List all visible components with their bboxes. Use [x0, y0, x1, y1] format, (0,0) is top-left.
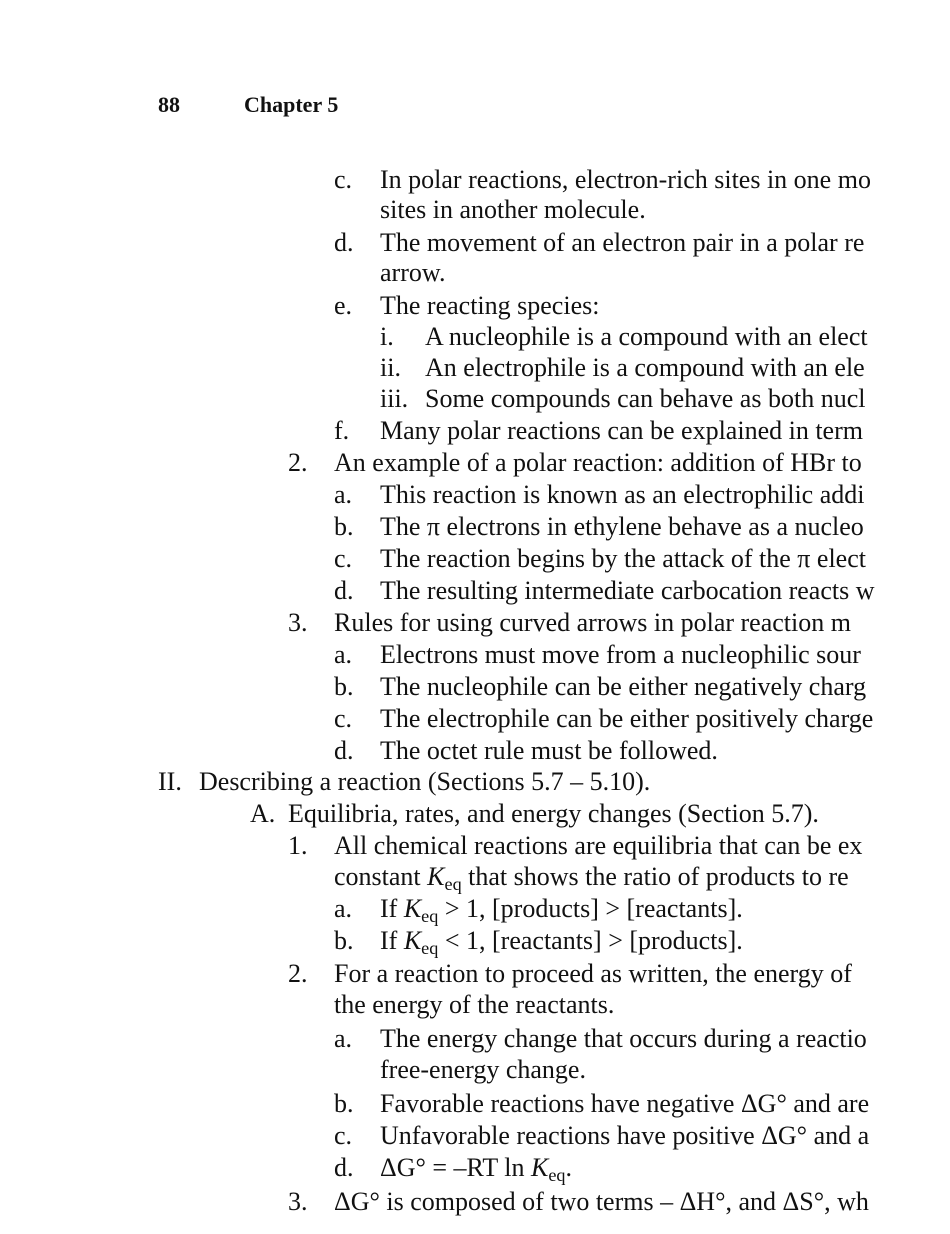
equation-subscript: eq — [548, 1165, 566, 1185]
outline-line: For a reaction to proceed as written, the energy of — [334, 959, 852, 988]
outline-label: i. — [380, 322, 394, 351]
outline-label: d. — [334, 228, 354, 257]
outline-line — [380, 1121, 869, 1151]
outline-line: The energy change that occurs during a reactio — [380, 1024, 867, 1053]
line-text: ΔG° is composed of two terms – ΔH°, and ΔS°, wh — [334, 1187, 869, 1216]
outline-line: In polar reactions, electron-rich sites in one mo — [380, 165, 871, 194]
outline-line: The movement of an electron pair in a polar re — [380, 228, 865, 257]
outline-line: This reaction is known as an electrophilic addi — [380, 480, 865, 509]
outline-label: ii. — [380, 353, 401, 382]
outline-label: II. — [158, 767, 182, 796]
outline-label: 3. — [288, 608, 308, 637]
outline-line: An electrophile is a compound with an ele — [425, 353, 865, 382]
outline-line: Describing a reaction (Sections 5.7 – 5.10). — [199, 767, 651, 796]
outline-label: f. — [334, 416, 350, 445]
page-number: 88 — [158, 92, 180, 117]
outline-line — [334, 862, 849, 892]
outline-line: The reaction begins by the attack of the π elect — [380, 544, 866, 573]
line-text: ΔG° = –RT ln — [380, 1153, 531, 1182]
equation-subscript: eq — [421, 906, 439, 926]
outline-line: the energy of the reactants. — [334, 990, 615, 1019]
outline-line: Many polar reactions can be explained in term — [380, 416, 863, 445]
equation-subscript: eq — [444, 874, 462, 894]
outline-label: 2. — [288, 448, 308, 477]
outline-label: a. — [334, 480, 353, 509]
outline-label: iii. — [380, 384, 409, 413]
outline-line: arrow. — [380, 258, 446, 287]
outline-label: c. — [334, 165, 353, 194]
outline-label: c. — [334, 1121, 353, 1150]
outline-label: a. — [334, 640, 353, 669]
line-text: constant — [334, 862, 428, 891]
equation-variable: K — [530, 1153, 549, 1182]
outline-line — [380, 1089, 869, 1119]
equation-subscript: eq — [421, 938, 439, 958]
outline-line: An example of a polar reaction: addition of HBr to — [334, 448, 862, 477]
outline-label: a. — [334, 1024, 353, 1053]
outline-line: Some compounds can behave as both nucl — [425, 384, 866, 413]
outline-label: c. — [334, 544, 353, 573]
equation-variable: K — [427, 862, 445, 891]
outline-label: b. — [334, 512, 354, 541]
outline-label: e. — [334, 291, 353, 320]
equation-variable: K — [403, 894, 422, 923]
outline-line: free-energy change. — [380, 1055, 586, 1084]
outline-line: The reacting species: — [380, 291, 600, 320]
outline-line: All chemical reactions are equilibria that can be ex — [334, 831, 863, 860]
outline-line — [380, 1153, 572, 1183]
outline-line: The electrophile can be either positively charge — [380, 704, 874, 733]
line-text: Favorable reactions have negative ΔG° and are — [380, 1089, 870, 1118]
outline-label: b. — [334, 926, 354, 955]
outline-line: A nucleophile is a compound with an elect — [425, 322, 868, 351]
chapter-title: Chapter 5 — [244, 92, 339, 117]
outline-label: 3. — [288, 1187, 308, 1216]
equation-variable: K — [403, 926, 422, 955]
outline-line: The nucleophile can be either negatively charg — [380, 672, 867, 701]
outline-line: Equilibria, rates, and energy changes (Section 5.7). — [288, 799, 819, 828]
outline-label: 2. — [288, 959, 308, 988]
outline-line: Electrons must move from a nucleophilic sour — [380, 640, 861, 669]
outline-line: The octet rule must be followed. — [380, 736, 718, 765]
outline-label: b. — [334, 672, 354, 701]
line-text: > 1, [products] > [reactants]. — [438, 894, 743, 923]
line-text: < 1, [reactants] > [products]. — [438, 926, 743, 955]
line-text: Unfavorable reactions have positive ΔG° and a — [380, 1121, 870, 1150]
page-header — [158, 91, 338, 119]
outline-label: A. — [250, 799, 276, 828]
outline-line — [380, 894, 743, 924]
outline-label: d. — [334, 1153, 354, 1182]
outline-line: sites in another molecule. — [380, 195, 646, 224]
outline-line — [380, 926, 743, 956]
line-text: If — [380, 926, 404, 955]
outline-label: d. — [334, 736, 354, 765]
outline-label: b. — [334, 1089, 354, 1118]
outline-label: 1. — [288, 831, 308, 860]
outline-label: a. — [334, 894, 353, 923]
outline-line: Rules for using curved arrows in polar reaction m — [334, 608, 851, 637]
outline-line — [334, 1187, 869, 1217]
line-text: that shows the ratio of products to re — [461, 862, 849, 891]
outline-label: c. — [334, 704, 353, 733]
outline-line: The π electrons in ethylene behave as a nucleo — [380, 512, 864, 541]
outline-label: d. — [334, 576, 354, 605]
line-text: If — [380, 894, 404, 923]
outline-line: The resulting intermediate carbocation reacts w — [380, 576, 875, 605]
line-text: . — [565, 1153, 572, 1182]
